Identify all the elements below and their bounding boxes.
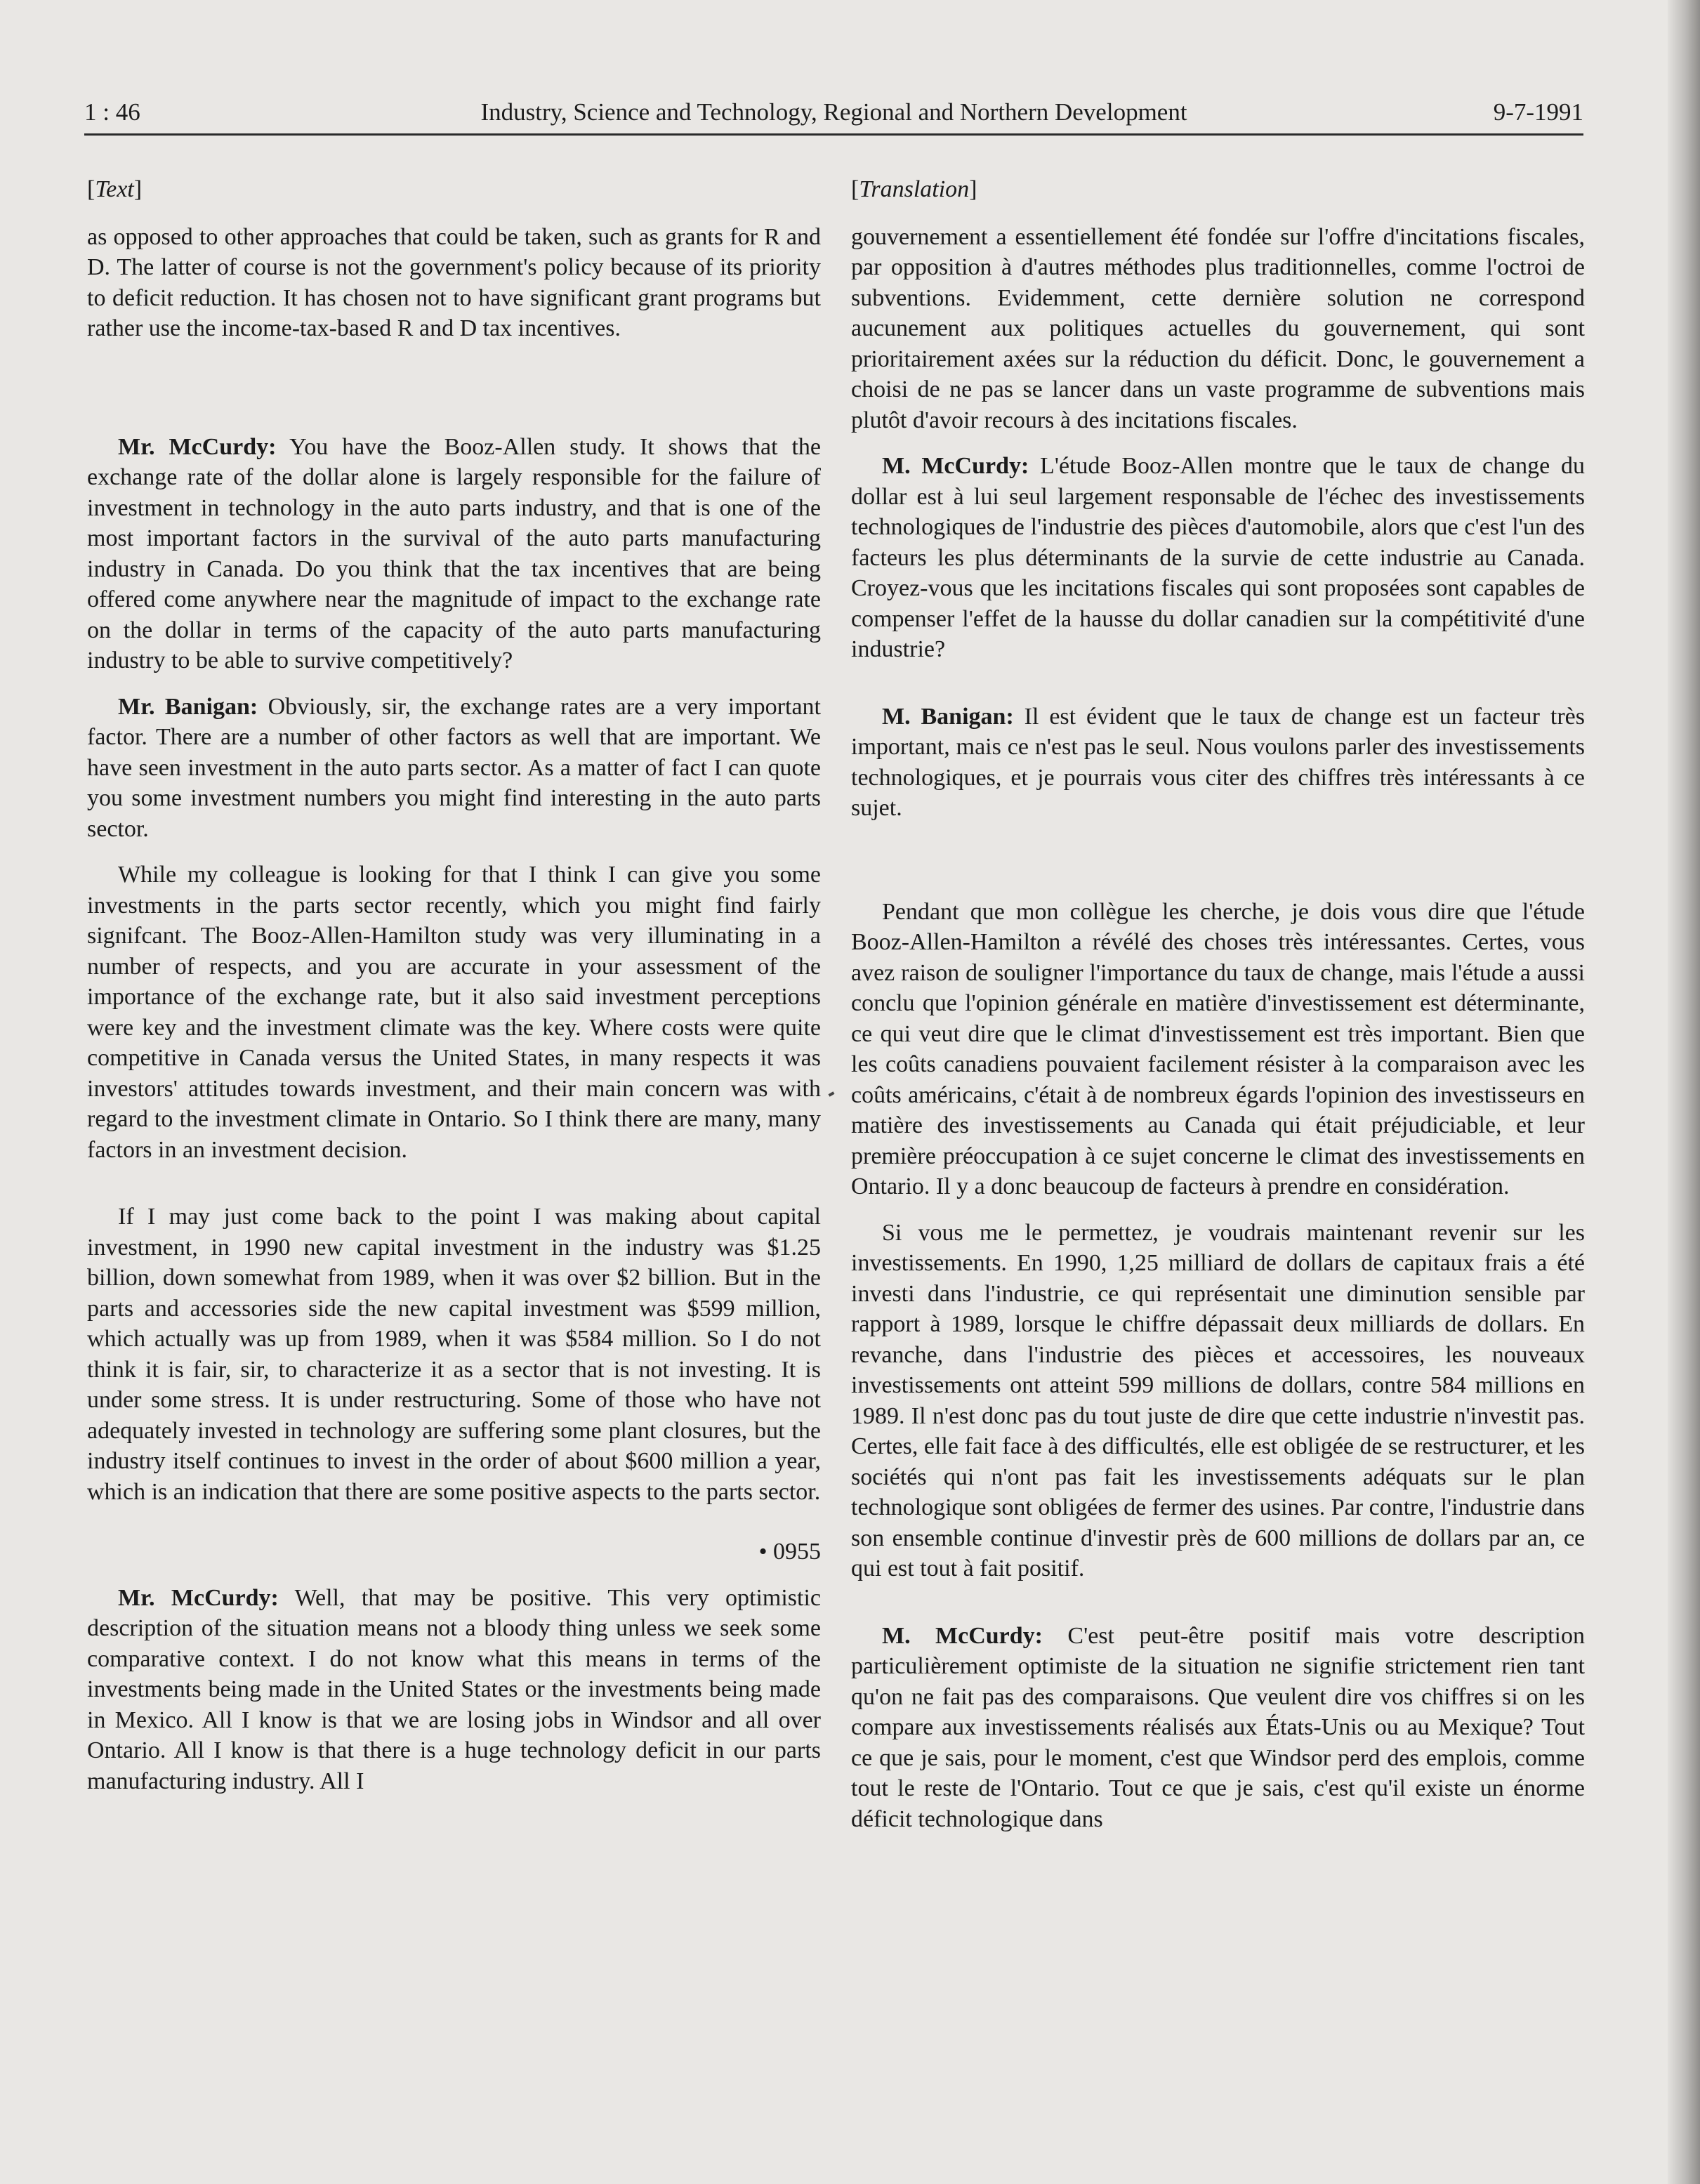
english-column	[87, 174, 821, 1796]
speaker-name: Mr. Banigan:	[118, 693, 258, 720]
speaker-name: M. McCurdy:	[882, 453, 1029, 479]
paragraph: Mr. McCurdy: Well, that may be positive. This very optimistic description of the situation means not a bloody thing unless we seek some comparative context. I do not know what this means in terms of the investments being made in the United States or the investments being made in Mexico. All I know is that we are losing jobs in Windsor and all over Ontario. All I know is that there is a huge technology deficit in our parts manufacturing industry. All I	[87, 1584, 821, 1794]
paragraph: gouvernement a essentiellement été fondée sur l'offre d'incitations fiscales, par opposition à d'autres méthodes plus traditionnelles, comme l'octroi de subventions. Evidemment, cette dernière solution ne correspond aucunement aux politiques actuelles du gouvernement, qui sont prioritairement axées sur la réduction du déficit. Donc, le gouvernement a choisi de ne pas se lancer dans un vaste programme de subventions mais plutôt d'avoir recours à des incitations fiscales.	[851, 223, 1585, 433]
speaker-name: M. Banigan:	[882, 703, 1014, 730]
paragraph: as opposed to other approaches that could be taken, such as grants for R and D. The latter of course is not the government's policy because of its priority to deficit reduction. It has chosen not to have significant grant programs but rather use the income-tax-based R and D tax incentives.	[87, 223, 821, 341]
page-number: 1 : 46	[84, 98, 140, 126]
speaker-name: M. McCurdy:	[882, 1622, 1043, 1649]
column-label-text: [Text]	[87, 176, 143, 202]
column-label-translation: [Translation]	[851, 176, 977, 202]
page-header	[84, 91, 1583, 136]
committee-title: Industry, Science and Technology, Regional and Northern Development	[480, 98, 1187, 126]
paragraph: While my colleague is looking for that I think I can give you some investments in the parts sector recently, which you might find fairly signifcant. The Booz-Allen-Hamilton study was very illuminating in a number of respects, and you are accurate in your assessment of the importance of the exchange rate, but it also said investment perceptions were key and the investment climate was the key. Where costs were quite competitive in Canada versus the United States, in many respects it was investors' attitudes towards investment, and their main concern was with regard to the investment climate in Ontario. So I think there are many, many factors in an investment decision.	[87, 862, 821, 1163]
speaker-name: Mr. McCurdy:	[118, 1584, 279, 1611]
paragraph: M. Banigan: Il est évident que le taux de change est un facteur très important, mais ce n'est pas le seul. Nous voulons parler des investissements technologiques, et je pourrais vous citer des chiffres très intéressants à ce sujet.	[851, 703, 1585, 821]
paragraph: Mr. Banigan: Obviously, sir, the exchange rates are a very important factor. There are a number of other factors as well that are important. We have seen investment in the auto parts sector. As a matter of fact I can quote you some investment numbers you might find interesting in the auto parts sector.	[87, 693, 821, 842]
paragraph: M. McCurdy: C'est peut-être positif mais votre description particulièrement optimiste de la situation ne signifie strictement rien tant qu'on ne fait pas des comparaisons. Que veulent dire vos chiffres si on les compare aux investissements réalisés aux États-Unis ou au Mexique? Tout ce que je sais, pour le moment, c'est que Windsor perd des emplois, comme tout le reste de l'Ontario. Tout ce que je sais, c'est qu'il existe un énorme déficit technologique dans	[851, 1622, 1585, 1832]
speaker-name: Mr. McCurdy:	[118, 433, 277, 460]
paragraph: Pendant que mon collègue les cherche, je dois vous dire que l'étude Booz-Allen-Hamilton a révélé des choses très intéressantes. Certes, vous avez raison de souligner l'importance du taux de change, mais l'étude a aussi conclu que l'opinion générale en matière d'investissement est déterminante, ce qui veut dire que le climat d'investissement est très important. Bien que les coûts canadiens pouvaient facilement résister à la comparaison avec les coûts américains, c'était à de nombreux égards l'opinion des investisseurs en matière des investissements au Canada qui était préjudiciable, et leur première préoccupation à ce sujet concerne le climat des investissements en Ontario. Il y a donc beaucoup de facteurs à prendre en considération.	[851, 898, 1585, 1199]
paragraph: Mr. McCurdy: You have the Booz-Allen study. It shows that the exchange rate of the dollar alone is largely responsible for the failure of investment in technology in the auto parts industry, and that is one of the most important factors in the survival of the auto parts manufacturing industry in Canada. Do you think that the tax incentives that are being offered come anywhere near the magnitude of impact to the exchange rate on the dollar in terms of the capacity of the auto parts manufacturing industry to be able to survive competitively?	[87, 433, 822, 673]
page-date: 9-7-1991	[1493, 98, 1583, 126]
paragraph: Si vous me le permettez, je voudrais maintenant revenir sur les investissements. En 1990, 1,25 milliard de dollars de capitaux frais a été investi dans l'industrie, ce qui représentait une diminution sensible par rapport à 1989, lorsque le chiffre dépassait deux milliards de dollars. En revanche, dans l'industrie des pièces et accessoires, les nouveaux investissements ont atteint 599 millions de dollars, contre 584 millions en 1989. Il n'est donc pas du tout juste de dire que cette industrie n'investit pas. Certes, elle fait face à des difficultés, elle est obligée de se restructurer, et les sociétés qui n'ont pas fait les investissements adéquats sur le plan technologique sont obligées de fermer des usines. Par contre, l'industrie dans son ensemble continue d'investir près de 600 millions de dollars par an, ce qui est tout à fait positif.	[851, 1219, 1585, 1581]
french-column	[851, 174, 1585, 1834]
scan-speck	[829, 1091, 835, 1096]
paragraph: M. McCurdy: L'étude Booz-Allen montre que le taux de change du dollar est à lui seul largement responsable de l'échec des investissements technologiques de l'industrie des pièces d'automobile, alors que c'est l'un des facteurs les plus déterminants de la survie de cette industrie au Canada. Croyez-vous que les incitations fiscales qui sont proposées sont capables de compenser l'effet de la hausse du dollar canadien sur la compétitivité d'une industrie?	[851, 453, 1586, 662]
page-edge-shadow	[1668, 0, 1700, 2184]
time-marker: • 0955	[758, 1539, 821, 1565]
paragraph: If I may just come back to the point I was making about capital investment, in 1990 new capital investment in the industry was $1.25 billion, down somewhat from 1989, when it was over $2 billion. But in the parts and accessories side the new capital investment was $599 million, which actually was up from 1989, when it was $584 million. So I do not think it is fair, sir, to characterize it as a sector that is not investing. It is under some stress. It is under restructuring. Some of those who have not adequately invested in technology are suffering some plant closures, but the industry itself continues to invest in the order of about $600 million a year, which is an indication that there are some positive aspects to the parts sector.	[87, 1204, 821, 1505]
